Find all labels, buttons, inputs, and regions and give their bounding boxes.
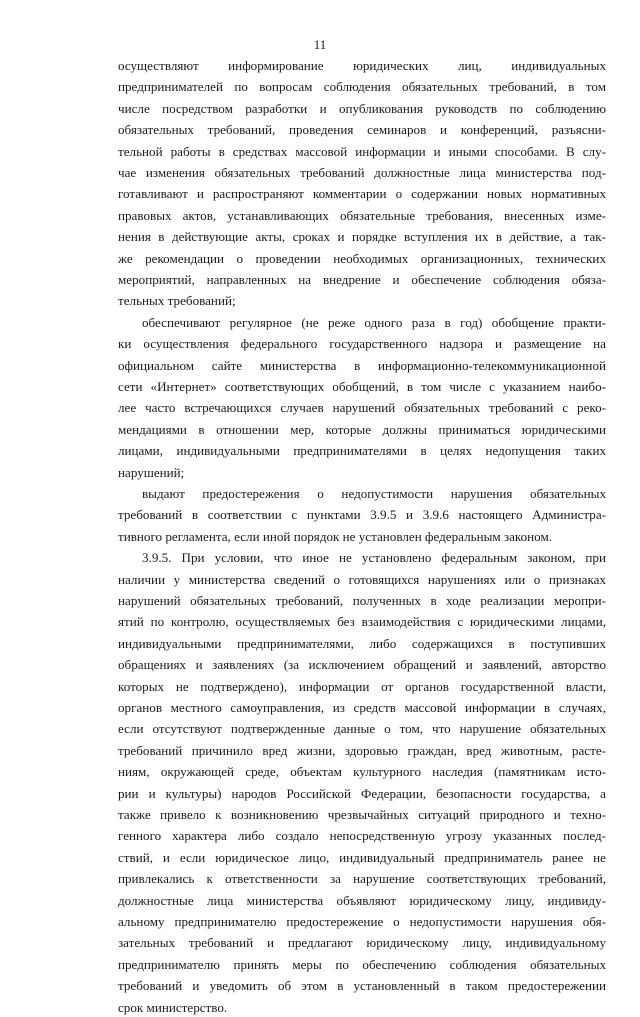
text-line: органов местного самоуправления, из средств массовой информации в случаях, <box>118 700 606 715</box>
text-line: предпринимателю принять меры по обеспечению соблюдения обязательных <box>118 956 606 972</box>
text-line: обеспечивают регулярное (не реже одного раза в год) обобщение практи- <box>142 314 606 330</box>
text-line: генного характера либо создало непосредственную угрозу указанных послед- <box>118 828 606 844</box>
text-line: индивидуальными предпринимателями, либо содержащихся в поступивших <box>118 635 606 651</box>
text-line: выдают предостережения о недопустимости нарушения обязательных <box>142 486 606 501</box>
text-line: также привело к возникновению чрезвычайных ситуаций природного и техно- <box>118 807 606 822</box>
text-line: зательных требований и предлагают юридическому лицу, индивидуальному <box>118 935 606 951</box>
text-line: ствий, и если юридическое лицо, индивидуальный предприниматель ранее не <box>118 849 606 865</box>
text-line: официальном сайте министерства в информационно-телекоммуникационной <box>118 357 606 373</box>
text-line: обращениях и заявлениях (за исключением обращений и заявлений, авторство <box>118 657 606 673</box>
text-line: ниям, окружающей среде, объектам культурного наследия (памятникам исто- <box>118 764 606 780</box>
text-line: 3.9.5. При условии, что иное не установлено федеральным законом, при <box>142 550 606 566</box>
text-line: обязательных требований, проведения семинаров и конференций, разъясни- <box>118 122 606 138</box>
text-line: нения в действующие акты, сроках и порядке вступления их в действие, а так- <box>118 229 606 245</box>
text-line: сети «Интернет» соответствующих обобщений, в том числе с указанием наибо- <box>118 379 606 394</box>
text-line: мендациями в отношении мер, которые должны приниматься юридическими <box>118 421 606 437</box>
text-line: должностные лица министерства объявляют юридическому лицу, индивиду- <box>118 892 606 908</box>
text-line: ятий по контролю, осуществляемых без взаимодействия с юридическими лицами, <box>118 614 606 630</box>
text-line: лицами, индивидуальными предпринимателями в целях недопущения таких <box>118 443 606 459</box>
text-line: числе посредством разработки и опубликования руководств по соблюдению <box>118 100 606 116</box>
text-line: нарушений обязательных требований, полученных в ходе реализации меропри- <box>118 593 606 608</box>
text-line: альному предпринимателю предостережение о недопустимости нарушения обя- <box>118 914 606 929</box>
text-line: осуществляют информирование юридических лиц, индивидуальных <box>118 58 606 73</box>
text-line: же рекомендации о проведении необходимых организационных, технических <box>118 250 606 266</box>
text-line: которых не подтверждено), информации от органов государственной власти, <box>118 678 606 694</box>
text-line: готавливают и распространяют комментарии о содержании новых нормативных <box>118 186 606 202</box>
text-line: привлекались к ответственности за нарушение соответствующих требований, <box>118 871 606 887</box>
text-line: нарушений; <box>118 464 185 480</box>
page-number: 11 <box>313 37 327 52</box>
text-line: рии и культуры) народов Российской Федерации, безопасности государства, а <box>118 785 606 801</box>
text-line: если отсутствуют подтвержденные данные о том, что нарушение обязательных <box>118 721 606 737</box>
text-line: наличии у министерства сведений о готовящихся нарушениях или о признаках <box>118 571 606 587</box>
text-line: предпринимателей по вопросам соблюдения обязательных требований, в том <box>118 79 606 95</box>
text-line: мероприятий, направленных на внедрение и обеспечение соблюдения обяза- <box>118 272 606 287</box>
text-line: тельной работы в средствах массовой информации и иными способами. В слу- <box>118 143 606 159</box>
text-line: срок министерство. <box>118 999 228 1015</box>
text-line: требований и уведомить об этом в установленный в таком предостережении <box>118 978 606 994</box>
text-line: чае изменения обязательных требований должностные лица министерства под- <box>118 165 606 180</box>
text-line: правовых актов, устанавливающих обязательные требования, внесенных изме- <box>118 207 606 223</box>
text-line: требований в соответствии с пунктами 3.9.5 и 3.9.6 настоящего Администра- <box>118 507 606 523</box>
text-line: тельных требований; <box>118 293 236 309</box>
text-line: тивного регламента, если иной порядок не установлен федеральным законом. <box>118 528 553 544</box>
text-line: лее часто встречающихся случаев нарушений обязательных требований с реко- <box>118 400 606 416</box>
text-line: требований причинило вред жизни, здоровью граждан, вред животным, расте- <box>118 742 606 758</box>
text-line: ки осуществления федерального государственного надзора и размещение на <box>118 336 606 352</box>
